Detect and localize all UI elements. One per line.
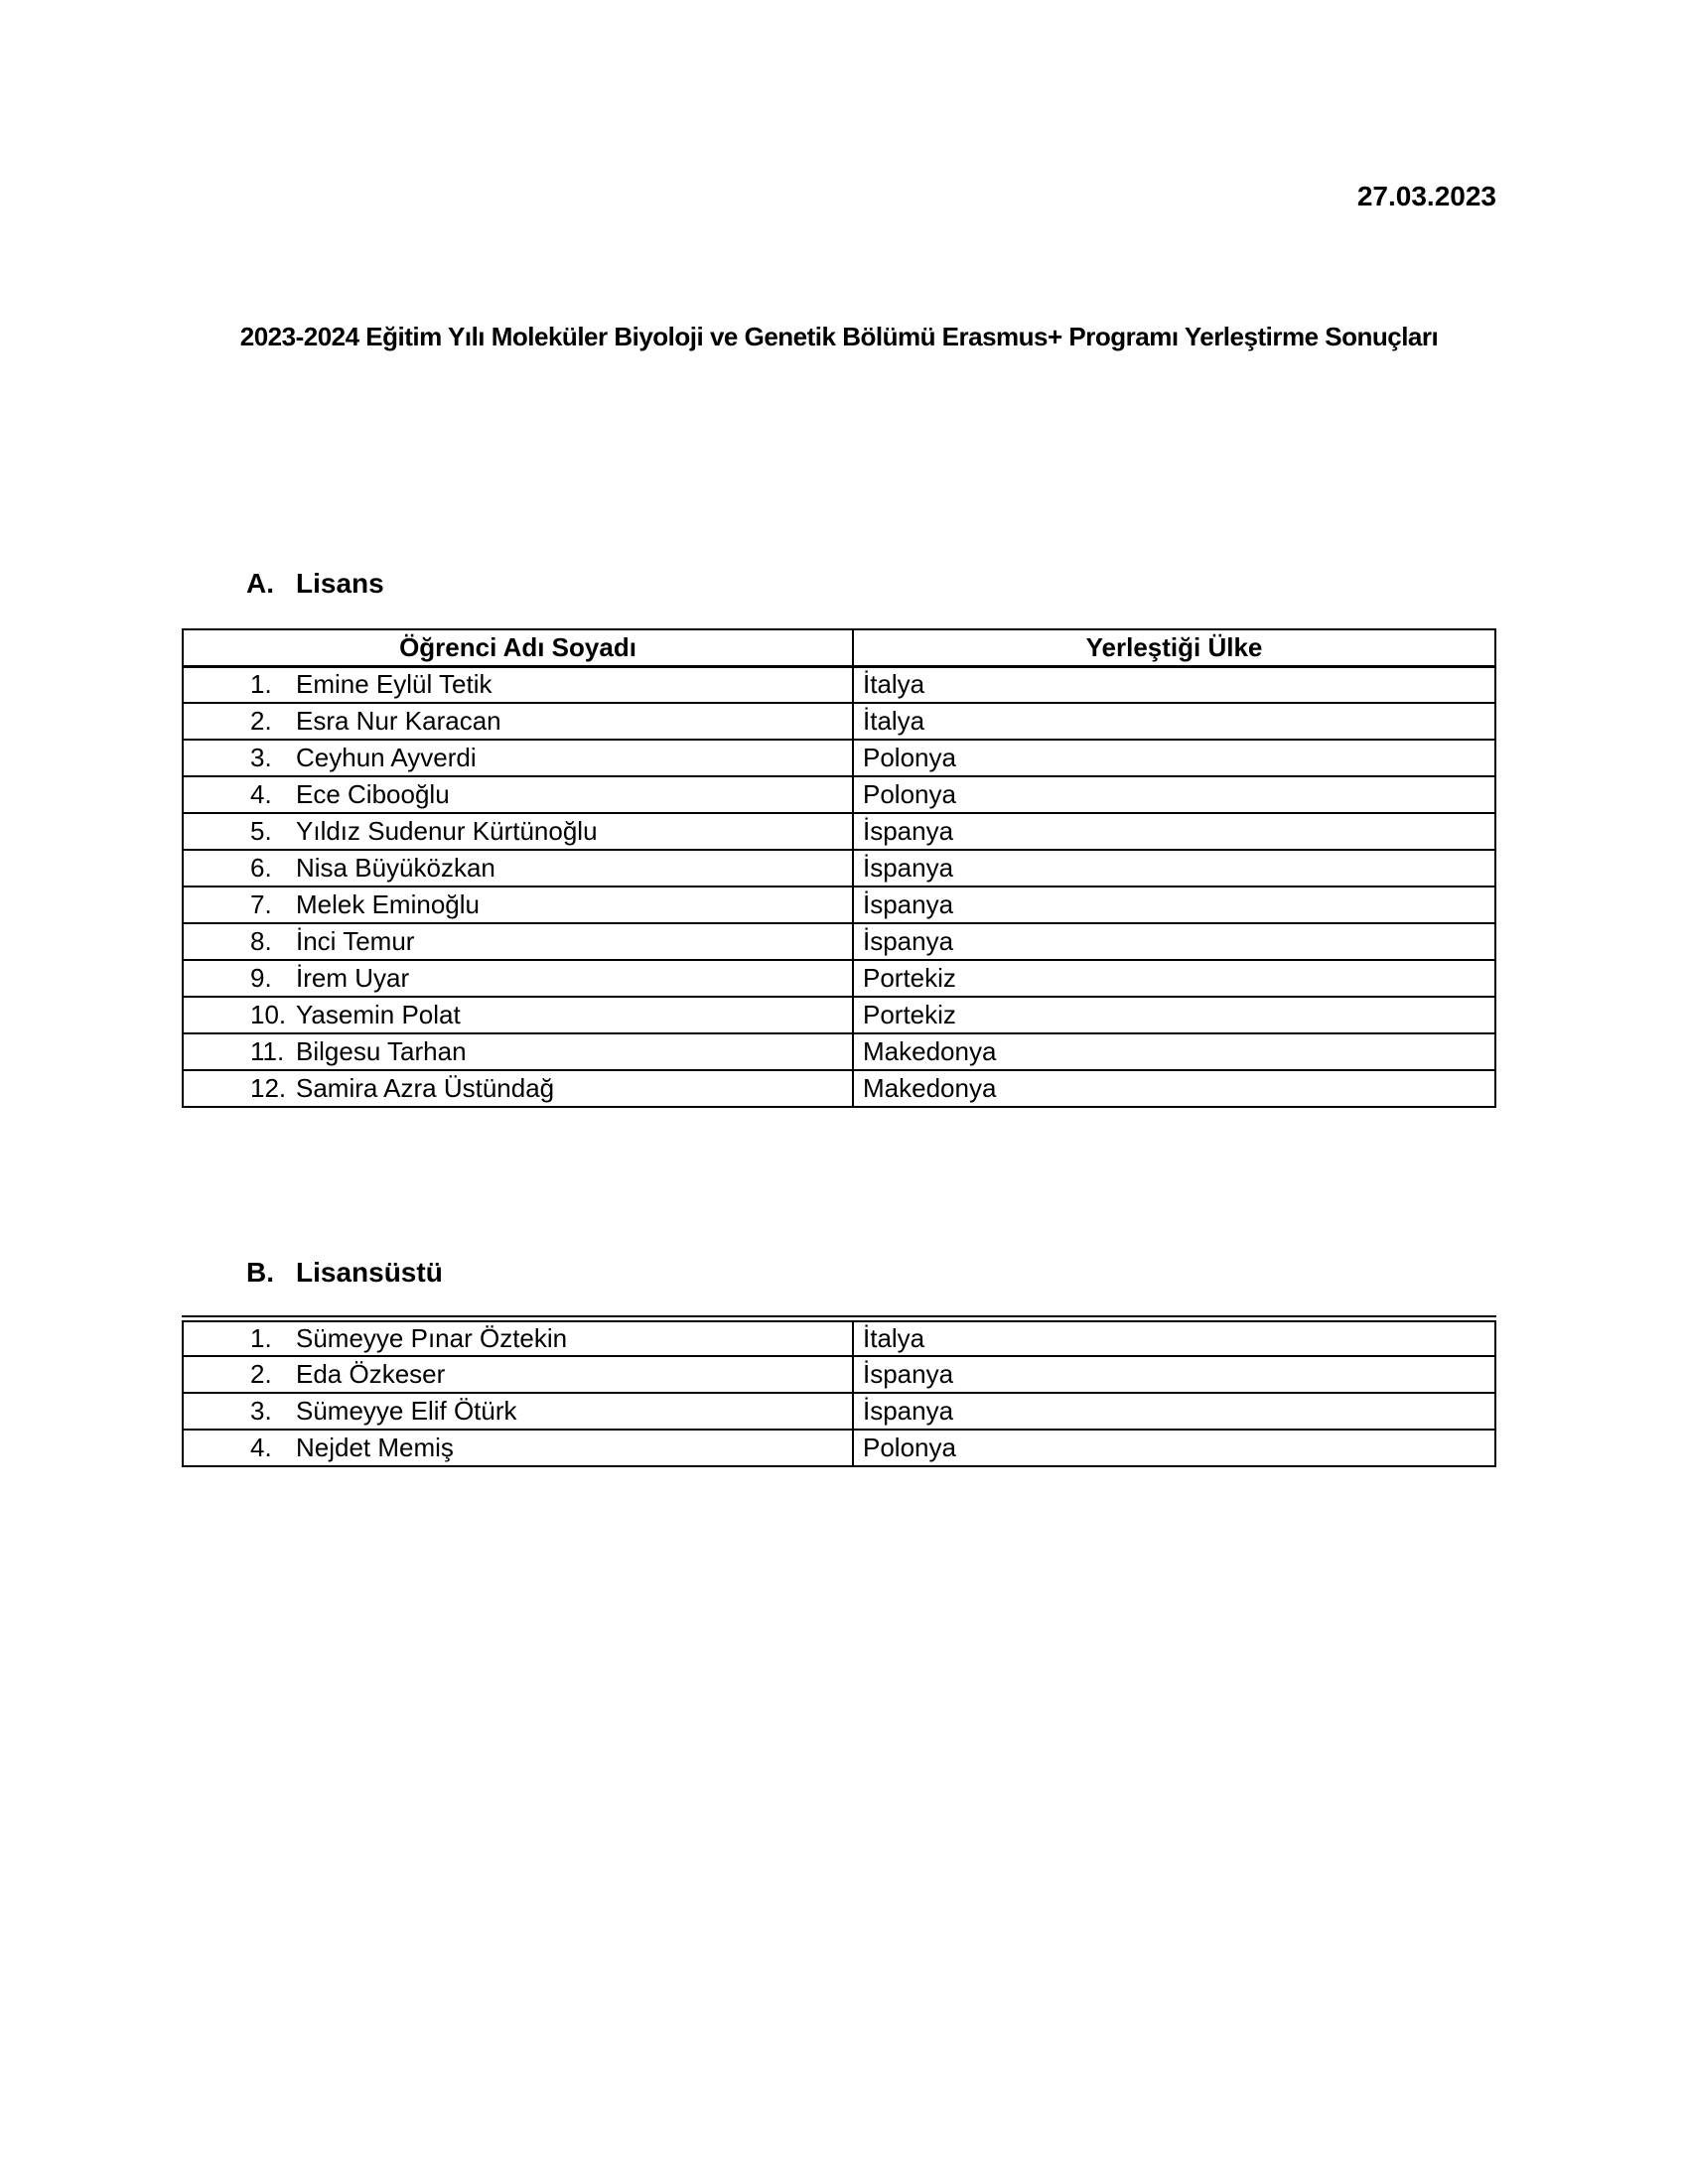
row-number: 4. <box>250 1432 272 1462</box>
row-number: 7. <box>250 889 272 919</box>
student-name: Bilgesu Tarhan <box>296 1036 467 1066</box>
section-a-label: A. <box>246 568 274 599</box>
student-cell <box>183 1356 853 1393</box>
placement-country: İspanya <box>853 887 1495 923</box>
section-b-title: Lisansüstü <box>296 1257 443 1288</box>
row-number: 1. <box>250 1322 272 1353</box>
placement-country: İspanya <box>853 850 1495 887</box>
student-name: İrem Uyar <box>296 963 410 993</box>
table-row <box>183 1070 1495 1107</box>
placement-country: Polonya <box>853 1430 1495 1466</box>
placement-country: Makedonya <box>853 1033 1495 1070</box>
row-number: 3. <box>250 743 272 772</box>
table-row <box>183 666 1495 703</box>
student-cell <box>183 1033 853 1070</box>
section-b-label: B. <box>246 1257 274 1288</box>
student-cell <box>183 740 853 776</box>
table-row <box>183 923 1495 960</box>
table-row <box>183 887 1495 923</box>
column-header-country: Yerleştiği Ülke <box>853 629 1495 666</box>
placement-country: İspanya <box>853 813 1495 850</box>
document-title: 2023-2024 Eğitim Yılı Moleküler Biyoloji ve Genetik Bölümü Erasmus+ Programı Yerleştirme Sonuçları <box>239 322 1439 351</box>
document-date: 27.03.2023 <box>1356 181 1496 211</box>
row-number: 1. <box>250 669 272 700</box>
placement-country: İtalya <box>853 666 1495 703</box>
placement-country: Makedonya <box>853 1070 1495 1107</box>
table-row <box>183 1356 1495 1393</box>
row-number: 6. <box>250 853 272 883</box>
placement-country: İspanya <box>853 1356 1495 1393</box>
student-cell <box>183 813 853 850</box>
row-number: 4. <box>250 779 272 809</box>
student-name: Ceyhun Ayverdi <box>296 743 477 772</box>
placement-country: Portekiz <box>853 960 1495 997</box>
table-row <box>183 776 1495 813</box>
table-row <box>183 997 1495 1033</box>
placement-country: İspanya <box>853 923 1495 960</box>
student-name: Sümeyye Elif Ötürk <box>296 1395 517 1426</box>
placement-country: İspanya <box>853 1393 1495 1430</box>
row-number: 5. <box>250 816 272 846</box>
table-row <box>183 1393 1495 1430</box>
placement-country: İtalya <box>853 1319 1495 1356</box>
student-name: Nejdet Memiş <box>296 1432 454 1462</box>
row-number: 11. <box>250 1036 285 1066</box>
student-cell <box>183 887 853 923</box>
table-row <box>183 813 1495 850</box>
student-cell <box>183 1393 853 1430</box>
student-name: Nisa Büyüközkan <box>296 853 495 883</box>
placement-country: Polonya <box>853 776 1495 813</box>
row-number: 2. <box>250 706 272 736</box>
table-row <box>183 703 1495 740</box>
placement-country: İtalya <box>853 703 1495 740</box>
student-cell <box>183 703 853 740</box>
student-cell <box>183 1430 853 1466</box>
column-header-student: Öğrenci Adı Soyadı <box>183 629 853 666</box>
placement-table-lisansustu <box>182 1315 1496 1467</box>
student-cell <box>183 1070 853 1107</box>
table-row <box>183 1033 1495 1070</box>
student-cell <box>183 1319 853 1356</box>
row-number: 9. <box>250 963 272 993</box>
student-name: Esra Nur Karacan <box>296 706 501 736</box>
placement-country: Portekiz <box>853 997 1495 1033</box>
row-number: 8. <box>250 926 272 956</box>
table-row <box>183 850 1495 887</box>
student-name: İnci Temur <box>296 926 415 956</box>
student-name: Yıldız Sudenur Kürtünoğlu <box>296 816 598 846</box>
student-cell <box>183 850 853 887</box>
placement-table-lisans <box>182 628 1496 1108</box>
table-row <box>183 960 1495 997</box>
section-a-heading <box>246 568 384 600</box>
row-number: 2. <box>250 1358 272 1389</box>
student-name: Sümeyye Pınar Öztekin <box>296 1322 568 1353</box>
student-name: Ece Cibooğlu <box>296 779 450 809</box>
student-cell <box>183 960 853 997</box>
row-number: 10. <box>250 1000 287 1029</box>
student-name: Melek Eminoğlu <box>296 889 480 919</box>
table-row <box>183 1319 1495 1356</box>
row-number: 3. <box>250 1395 272 1426</box>
student-cell <box>183 997 853 1033</box>
student-cell <box>183 923 853 960</box>
table-header-row <box>183 629 1495 666</box>
student-name: Emine Eylül Tetik <box>296 669 492 700</box>
section-b-heading <box>246 1257 443 1289</box>
student-name: Yasemin Polat <box>296 1000 461 1029</box>
section-a-title: Lisans <box>296 568 384 599</box>
table-row <box>183 1430 1495 1466</box>
table-row <box>183 740 1495 776</box>
row-number: 12. <box>250 1073 287 1103</box>
placement-country: Polonya <box>853 740 1495 776</box>
student-cell <box>183 666 853 703</box>
student-name: Samira Azra Üstündağ <box>296 1073 555 1103</box>
student-cell <box>183 776 853 813</box>
student-name: Eda Özkeser <box>296 1358 446 1389</box>
